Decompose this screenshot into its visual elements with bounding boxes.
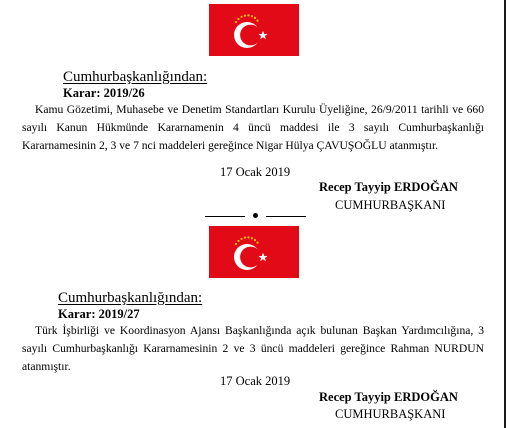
signatory-name: Recep Tayyip ERDOĞAN (319, 180, 458, 194)
decision-number: Karar: 2019/27 (58, 307, 140, 321)
issuer-heading: Cumhurbaşkanlığından: (63, 69, 208, 85)
signatory-name: Recep Tayyip ERDOĞAN (319, 390, 458, 404)
presidential-flag (209, 226, 299, 278)
decree-body: Kamu Gözetimi, Muhasebe ve Denetim Standartları Kurulu Üyeliğine, 26/9/2011 tarihli ve 660 sayılı Kanun Hükmünde Kararnamenin 4 üncü maddesi ile 3 sayılı Cumhurbaşkanlığı Kararnamesinin 2, 3 ve 7 nci maddeleri gereğince Nigar Hülya ÇAVUŞOĞLU atanmıştır. (22, 103, 484, 152)
decision-number: Karar: 2019/26 (63, 86, 145, 100)
presidential-flag (209, 4, 299, 56)
decree-date: 17 Ocak 2019 (220, 165, 291, 179)
decree-body: Türk İşbirliği ve Koordinasyon Ajansı Başkanlığında açık bulunan Başkan Yardımcılığına, 3 sayılı Cumhurbaşkanlığı Kararnamesinin 2 ve 3 üncü maddeleri gereğince Rahman NURDUN atanmıştır. (22, 324, 484, 373)
decree-date: 17 Ocak 2019 (220, 374, 291, 388)
section-separator (205, 212, 307, 220)
signatory-title: CUMHURBAŞKANI (335, 407, 446, 421)
issuer-heading: Cumhurbaşkanlığından: (58, 290, 203, 306)
signatory-title: CUMHURBAŞKANI (335, 198, 446, 212)
